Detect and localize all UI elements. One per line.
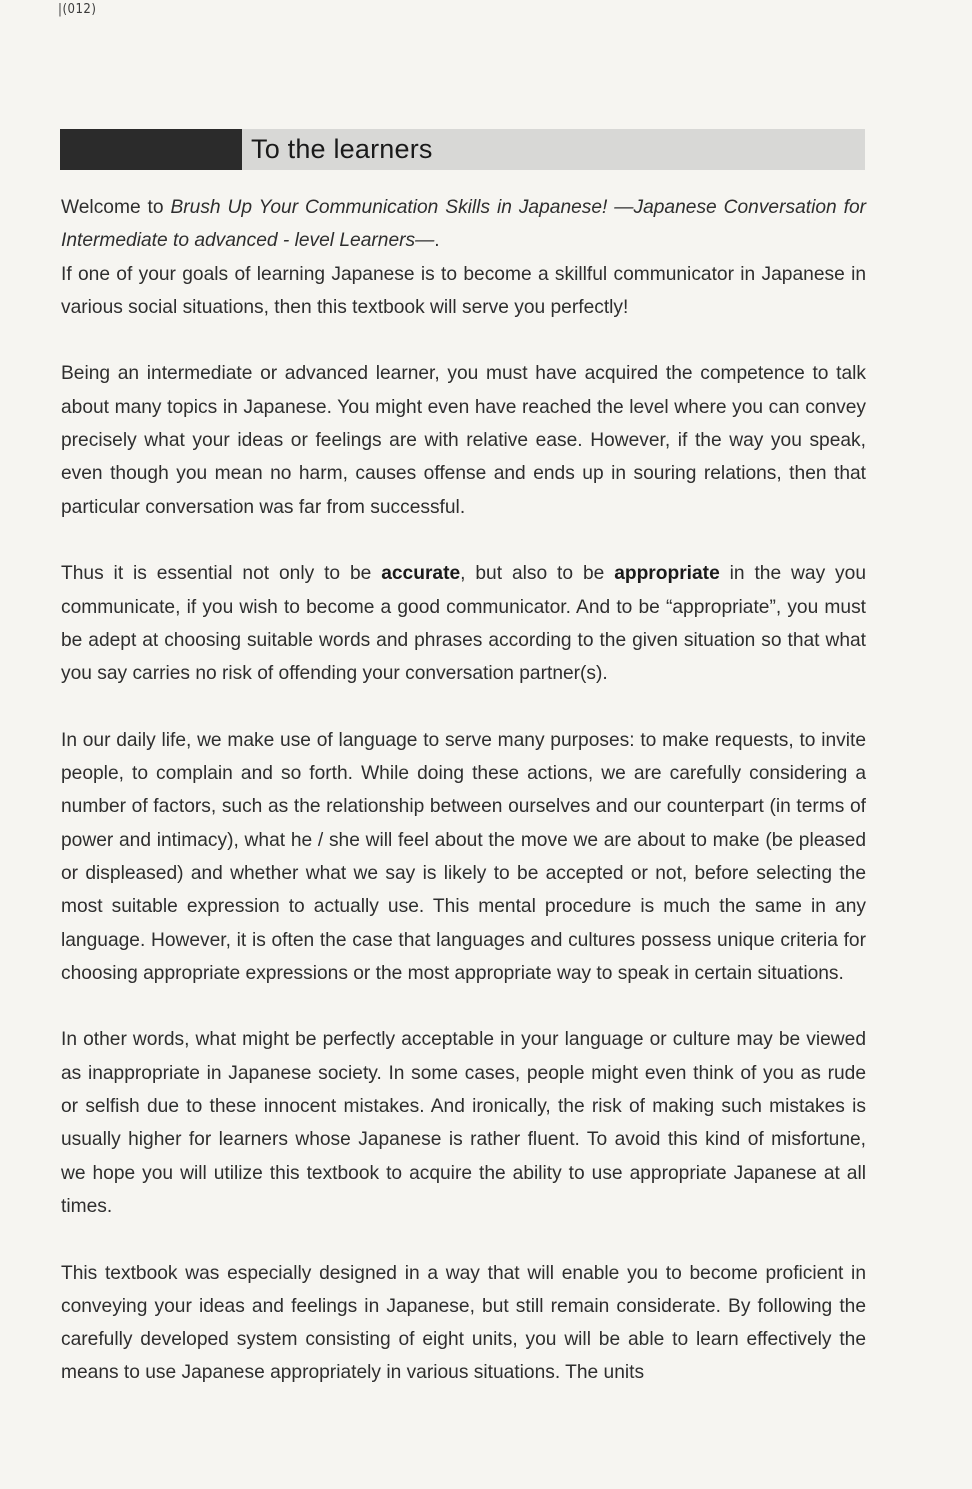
paragraph-daily-life: In our daily life, we make use of language to serve many purposes: to make requests, to invite people, to complain and so forth. While doing these actions, we are carefully considering a number of factors, such as the relationship between ourselves and our counterpart (in terms of power and intimacy), what he / she will feel about the move we are about to make (be pleased or displeased) and whether what we say is likely to be accepted or not, before selecting the most suitable expression to actually use. This mental procedure is much the same in any language. However, it is often the case that languages and cultures possess unique criteria for choosing appropriate expressions or the most appropriate way to speak in certain situations.	[61, 729, 866, 984]
body-text	[61, 191, 866, 1390]
welcome-suffix: .	[434, 230, 440, 252]
paragraph-accurate-appropriate	[61, 557, 866, 690]
welcome-prefix: Welcome to	[61, 197, 171, 218]
book-title: Brush Up Your Communication Skills in Japanese! —Japanese Conversation for Intermediate to advanced - level Learners—	[61, 197, 867, 252]
bold-accurate: accurate	[381, 563, 461, 585]
section-title: To the learners	[251, 134, 433, 164]
section-title-bar	[242, 129, 865, 170]
p3-text-3: in the way you communicate, if you wish to become a good communicator. And to be “appropriate”, you must be adept at choosing suitable words and phrases according to the given situation so that what you say carries no risk of offending your conversation partner(s).	[61, 563, 866, 685]
paragraph-other-words: In other words, what might be perfectly acceptable in your language or culture may be viewed as inappropriate in Japanese society. In some cases, people might even think of you as rude or selfish due to these innocent mistakes. And ironically, the risk of making such mistakes is usually higher for learners whose Japanese is rather fluent. To avoid this kind of misfortune, we hope you will utilize this textbook to acquire the ability to use appropriate Japanese at all times.	[61, 1029, 866, 1217]
page-number: |(012)	[58, 2, 97, 17]
paragraph-intermediate-learner: Being an intermediate or advanced learner, you must have acquired the competence to talk about many topics in Japanese. You might even have reached the level where you can convey precisely what your ideas or feelings are with relative ease. However, if the way you speak, even though you mean no harm, causes offense and ends up in souring relations, then that particular conversation was far from successful.	[61, 363, 866, 518]
paragraph-textbook-design: This textbook was especially designed in a way that will enable you to become proficient in conveying your ideas and feelings in Japanese, but still remain considerate. By following the carefully developed system consisting of eight units, you will be able to learn effectively the means to use Japanese appropriately in various situations. The units	[61, 1262, 866, 1384]
p3-text-2: , but also to be	[460, 563, 615, 585]
p3-text-1: Thus it is essential not only to be	[61, 563, 382, 585]
bold-appropriate: appropriate	[614, 563, 720, 585]
section-header	[60, 129, 865, 170]
intro-welcome-paragraph	[61, 191, 866, 258]
section-header-dark-block	[60, 129, 242, 170]
intro-goal-paragraph: If one of your goals of learning Japanese is to become a skillful communicator in Japanese in various social situations, then this textbook will serve you perfectly!	[61, 263, 866, 318]
